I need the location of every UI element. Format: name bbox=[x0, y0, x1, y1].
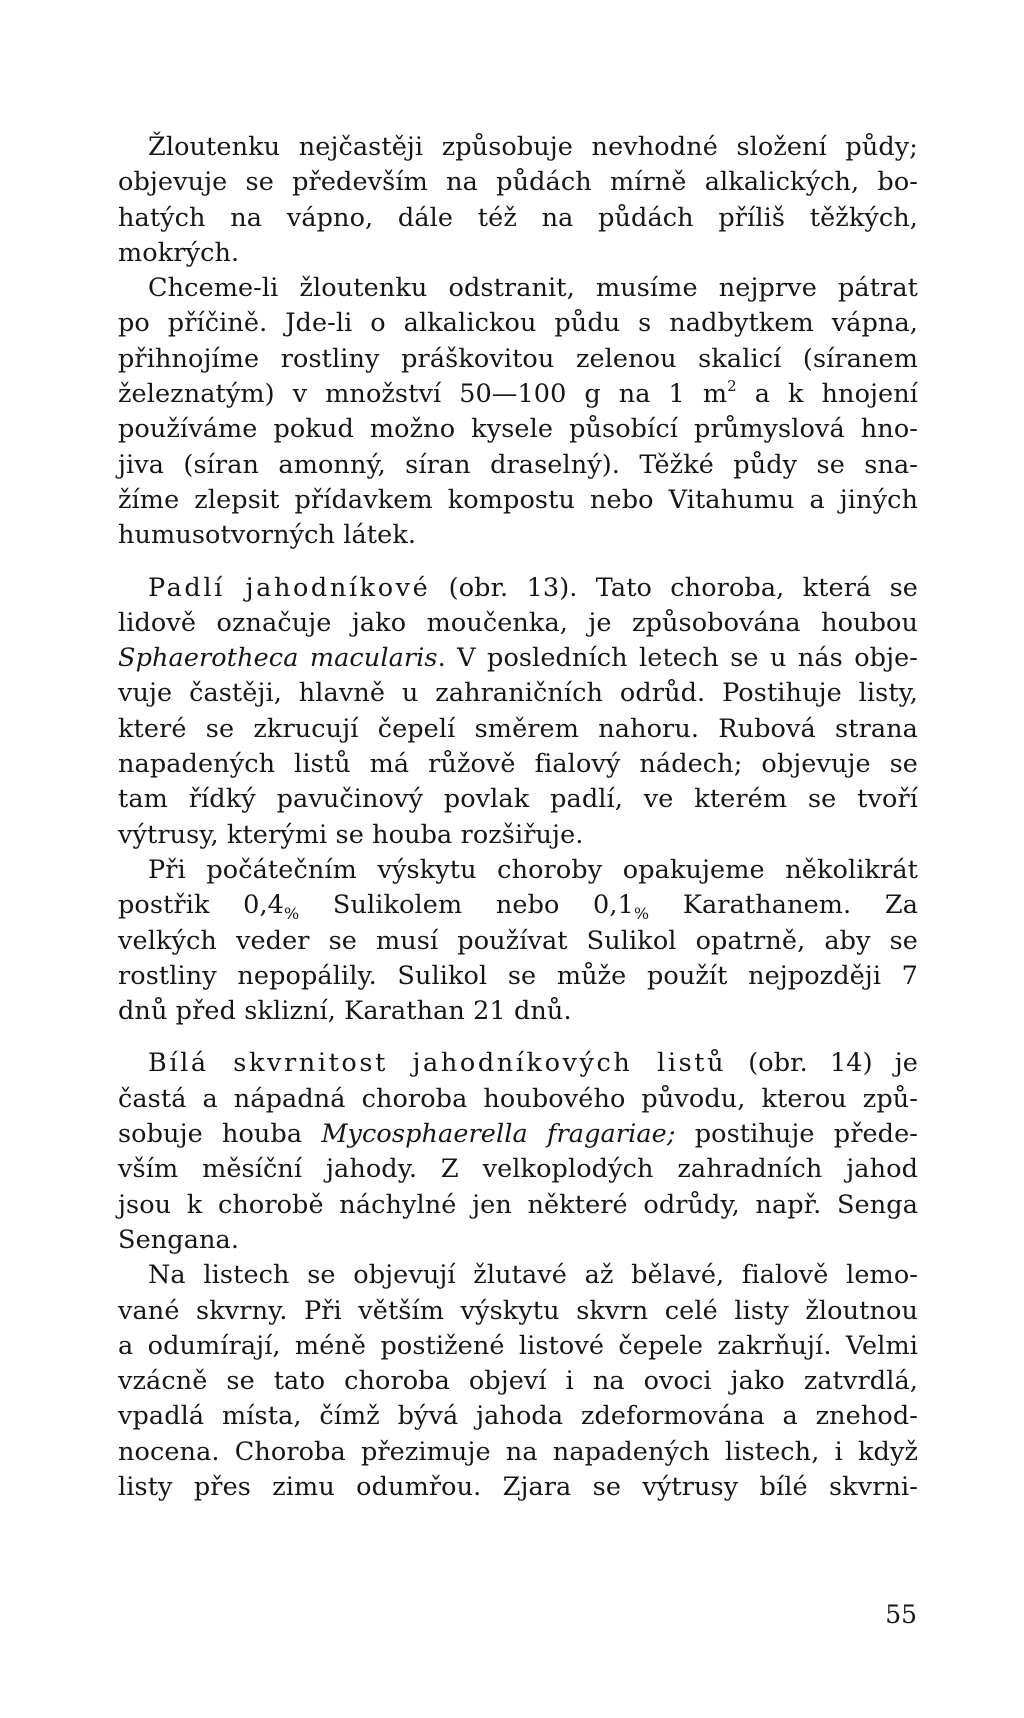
text-line: tam řídký pavučinový povlak padlí, ve kterém se tvoří bbox=[118, 784, 918, 815]
text-line: Na listech se objevují žlutavé až bělavé, fialově lemo- bbox=[148, 1260, 918, 1291]
paragraph-powdery-mildew bbox=[118, 571, 918, 853]
text-line: Bílá skvrnitost jahodníkových listů (obr. 14) je bbox=[148, 1048, 918, 1079]
text-line: Žloutenku nejčastěji způsobuje nevhodné složení půdy; bbox=[148, 132, 918, 162]
text-line: sobuje houba Mycosphaerella fragariae; postihuje přede- bbox=[118, 1119, 919, 1150]
latin-name: Mycosphaerella fragariae; bbox=[321, 1119, 676, 1150]
text-line: vpadlá místa, čímž bývá jahoda zdeformována a znehod- bbox=[118, 1401, 918, 1432]
paragraph-chlorosis-remedy bbox=[118, 271, 918, 553]
page-text-column bbox=[118, 130, 918, 1505]
text-line: přihnojíme rostliny práškovitou zelenou skalicí (síranem bbox=[118, 343, 918, 374]
text-line: a odumírají, méně postižené listové čepele zakrňují. Velmi bbox=[118, 1330, 918, 1361]
text-line: jiva (síran amonný, síran draselný). Těžké půdy se sna- bbox=[118, 449, 918, 480]
text-line: častá a nápadná choroba houbového původu, kterou způ- bbox=[118, 1083, 918, 1114]
latin-name: Sphaerotheca macularis bbox=[118, 643, 438, 674]
paragraph-chlorosis-causes bbox=[118, 130, 918, 271]
text-line: Padlí jahodníkové (obr. 13). Tato choroba, která se bbox=[148, 572, 918, 603]
text-line: používáme pokud možno kysele působící průmyslová hno- bbox=[118, 414, 918, 445]
text-line: mokrých. bbox=[118, 237, 240, 268]
text-line: listy přes zimu odumřou. Zjara se výtrusy bílé skvrni- bbox=[118, 1471, 918, 1502]
section-heading: Padlí jahodníkové bbox=[148, 572, 431, 603]
text-line: napadených listů má růžově fialový nádech; objevuje se bbox=[118, 749, 918, 780]
text-line: nocena. Choroba přezimuje na napadených listech, i když bbox=[118, 1436, 918, 1467]
text-line: humusotvorných látek. bbox=[118, 520, 417, 551]
paragraph-gap bbox=[118, 1029, 918, 1046]
section-heading: Bílá skvrnitost jahodníkových listů bbox=[148, 1048, 727, 1079]
text-line: vuje častěji, hlavně u zahraničních odrůd. Postihuje listy, bbox=[118, 678, 918, 709]
text-line: které se zkrucují čepelí směrem nahoru. Rubová strana bbox=[118, 713, 918, 744]
text-line: Sphaerotheca macularis. V posledních letech se u nás obje- bbox=[118, 643, 918, 674]
text-line: hatých na vápno, dále též na půdách příliš těžkých, bbox=[118, 202, 918, 233]
text-line: velkých veder se musí používat Sulikol opatrně, aby se bbox=[118, 925, 918, 956]
percent-sign: % bbox=[283, 904, 300, 924]
paragraph-leaf-spot-symptoms bbox=[118, 1258, 918, 1505]
paragraph-gap bbox=[118, 554, 918, 571]
text-line: rostliny nepopálily. Sulikol se může použít nejpozději 7 bbox=[118, 960, 918, 991]
text-line: Sengana. bbox=[118, 1224, 240, 1255]
text-line: vším měsíční jahody. Z velkoplodých zahradních jahod bbox=[118, 1154, 918, 1185]
text-line: lidově označuje jako moučenka, je způsobována houbou bbox=[118, 607, 918, 638]
text-line: vzácně se tato choroba objeví i na ovoci jako zatvrdlá, bbox=[118, 1366, 918, 1397]
text-line: žíme zlepsit přídavkem kompostu nebo Vitahumu a jiných bbox=[118, 484, 918, 515]
text-line: vané skvrny. Při větším výskytu skvrn celé listy žloutnou bbox=[118, 1295, 918, 1326]
paragraph-mildew-treatment bbox=[118, 853, 918, 1029]
text-line: výtrusy, kterými se houba rozšiřuje. bbox=[118, 819, 584, 850]
text-line: postřik $0,4_{\%}$ Sulikolem nebo $0,1_{\%}$ Karathanem. Za bbox=[118, 890, 918, 924]
text-line: jsou k chorobě náchylné jen některé odrůdy, např. Senga bbox=[118, 1189, 918, 1220]
page-number: 55 bbox=[885, 1600, 917, 1629]
text-line: po příčině. Jde-li o alkalickou půdu s nadbytkem vápna, bbox=[118, 308, 918, 339]
text-line: Při počátečním výskytu choroby opakujeme několikrát bbox=[148, 854, 918, 885]
text-line: objevuje se především na půdách mírně alkalických, bo- bbox=[118, 167, 918, 198]
percent-sign: % bbox=[633, 904, 650, 924]
text-line: železnatým) v množství 50—100 g na 1 $m^2$ a k hnojení bbox=[118, 377, 918, 410]
text-line: dnů před sklizní, Karathan 21 dnů. bbox=[118, 996, 572, 1027]
paragraph-leaf-spot bbox=[118, 1046, 918, 1258]
text-line: Chceme-li žloutenku odstranit, musíme nejprve pátrat bbox=[148, 273, 918, 304]
superscript: 2 bbox=[727, 377, 737, 396]
